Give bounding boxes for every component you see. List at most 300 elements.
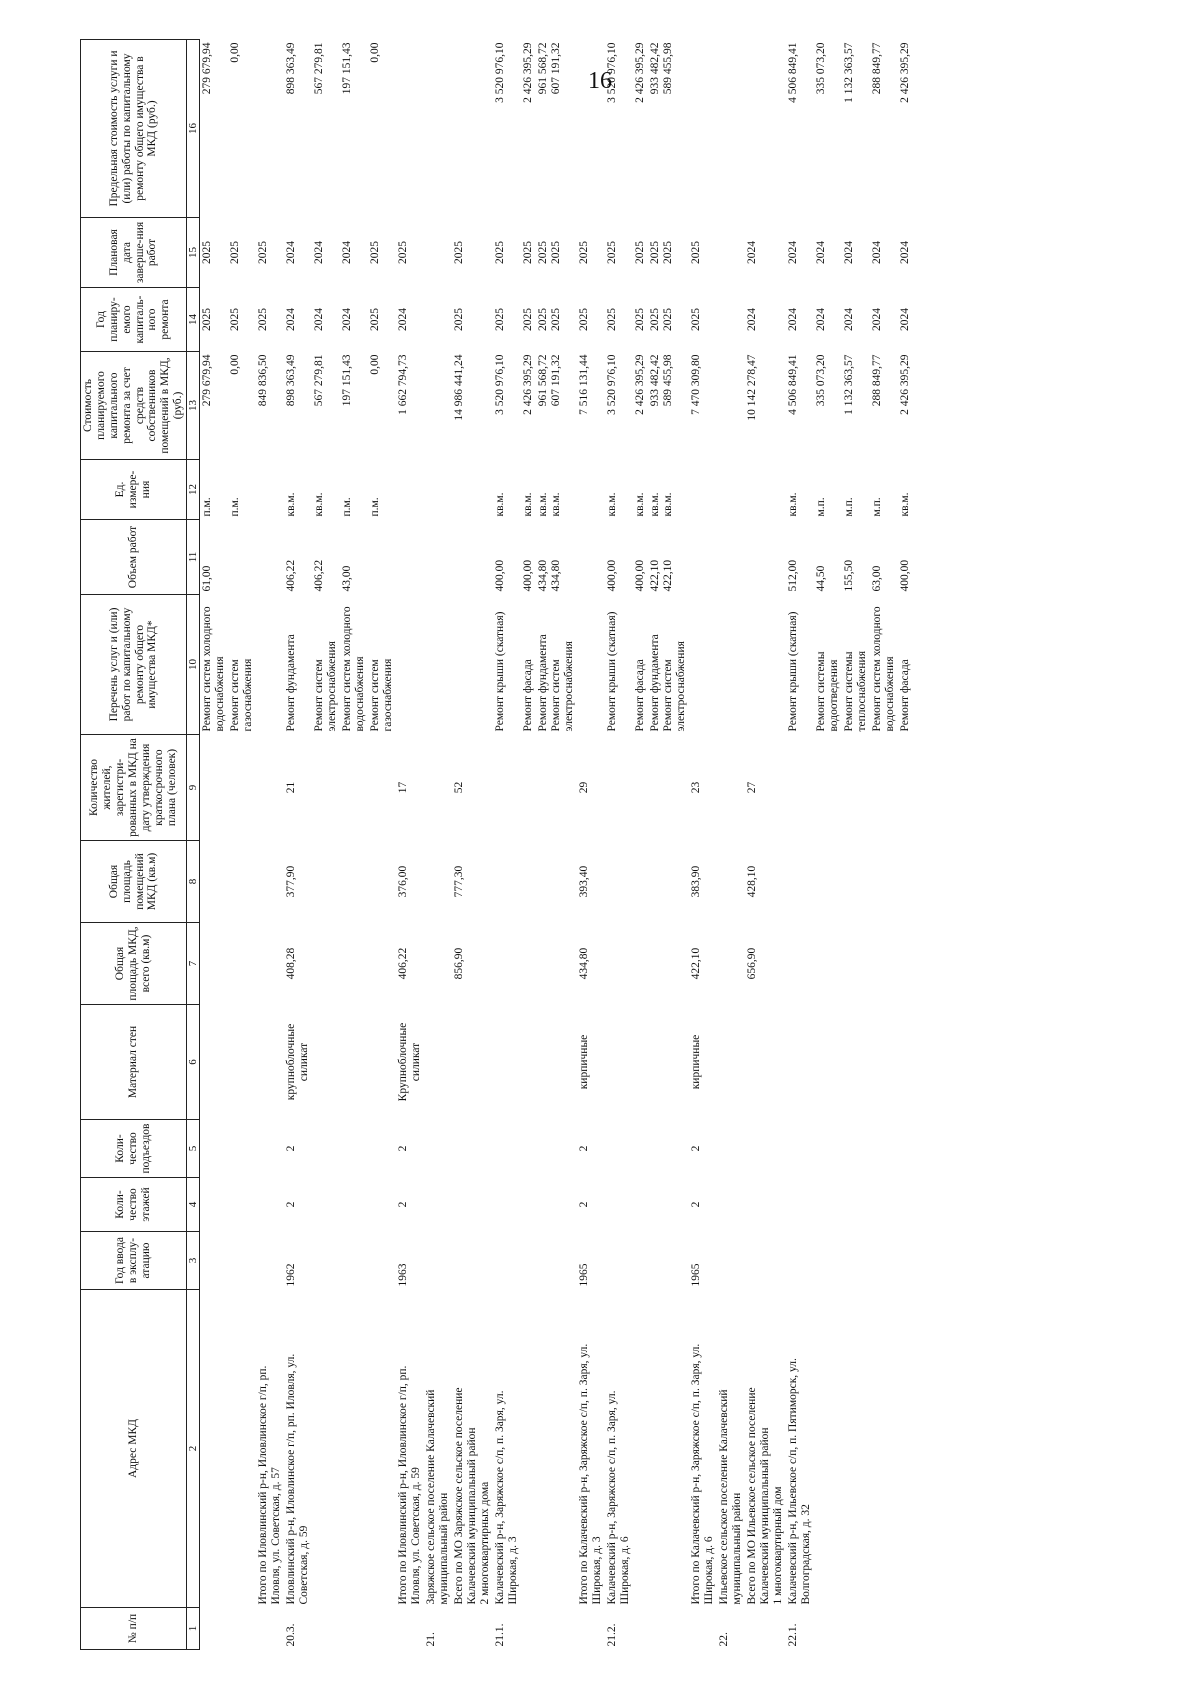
cell-line: 3 520 976,10 xyxy=(494,354,507,415)
cell-cost xyxy=(786,352,814,460)
column-number-8: 8 xyxy=(187,841,200,923)
cell-area xyxy=(424,923,452,1005)
cell-line: Иловлинский р-н, Иловлинское г/п, рп. Иловля, ул. xyxy=(285,1353,298,1605)
cell-addr xyxy=(842,1290,870,1608)
cell-mat xyxy=(814,1005,842,1120)
cell-unit xyxy=(633,460,648,520)
cell-line: 197 151,43 xyxy=(341,42,354,95)
column-number-16: 16 xyxy=(187,40,200,218)
cell-line: 0,00 xyxy=(229,354,242,375)
cell-y1 xyxy=(368,288,396,352)
cell-area xyxy=(870,923,898,1005)
cell-line: Ремонт систем xyxy=(550,659,563,732)
column-header-16: Предельная стоимость услуги и (или) работы по капитальному ремонту общего имущества в МКД (руб.) xyxy=(81,40,187,218)
cell-y1 xyxy=(814,288,842,352)
cell-vol xyxy=(786,520,814,595)
cell-line: 849 836,50 xyxy=(257,354,270,407)
column-header-3: Год ввода в эксплу-атацию xyxy=(81,1232,187,1290)
cell-line: 2025 xyxy=(522,308,535,331)
cell-y1 xyxy=(452,288,493,352)
cell-work xyxy=(898,595,913,735)
cell-work xyxy=(648,595,689,735)
table-row xyxy=(814,40,842,1650)
cell-mat xyxy=(424,1005,452,1120)
cell-unit xyxy=(814,460,842,520)
cell-mat: крупноблочные силикат xyxy=(285,1023,311,1101)
cell-line: 2025 xyxy=(662,308,675,331)
cell-work xyxy=(228,595,256,735)
cell-cost xyxy=(605,352,633,460)
cell-vol xyxy=(577,520,605,595)
cell-line: 2 426 395,29 xyxy=(634,42,647,103)
cell-y1 xyxy=(689,288,717,352)
cell-unit xyxy=(870,460,898,520)
cell-entr xyxy=(340,1120,368,1178)
cell-line: 422,10 xyxy=(690,947,703,980)
cell-vol xyxy=(368,520,396,595)
cell-line: 2025 xyxy=(550,308,563,331)
column-number-1: 1 xyxy=(187,1608,200,1650)
cell-floors xyxy=(228,1178,256,1232)
cell-addr xyxy=(786,1290,814,1608)
cell-line: электроснабжения xyxy=(563,641,576,732)
cell-unit xyxy=(340,460,368,520)
cell-line: 2025 xyxy=(578,308,591,331)
cell-line: м.п. xyxy=(871,497,884,517)
cell-cost xyxy=(842,352,870,460)
cell-vol xyxy=(633,520,648,595)
cell-area2 xyxy=(648,841,689,923)
cell-line: 2 xyxy=(285,1201,298,1208)
cell-entr xyxy=(842,1120,870,1178)
column-number-14: 14 xyxy=(187,288,200,352)
cell-line: 1965 xyxy=(690,1263,703,1287)
cell-unit xyxy=(396,460,424,520)
cell-line: 434,80 xyxy=(537,559,550,592)
cell-work xyxy=(814,595,842,735)
cell-floors xyxy=(577,1178,605,1232)
cell-addr xyxy=(633,1290,648,1608)
cell-line: 2024 xyxy=(815,241,828,264)
cell-line: 0,00 xyxy=(229,42,242,63)
cell-floors xyxy=(452,1178,493,1232)
cell-vol xyxy=(536,520,577,595)
cell-area xyxy=(521,923,536,1005)
cell-line: 400,00 xyxy=(522,559,535,592)
cell-limit xyxy=(424,40,452,218)
header-row xyxy=(81,40,187,1650)
cell-cost xyxy=(536,352,577,460)
cell-line: 335 073,20 xyxy=(815,42,828,95)
column-number-12: 12 xyxy=(187,460,200,520)
cell-limit xyxy=(521,40,536,218)
cell-line: Ремонт фундамента xyxy=(649,634,662,732)
cell-mat xyxy=(200,1005,229,1120)
cell-line: Заряжское сельское поселение Калачевский xyxy=(425,1389,438,1605)
cell-area2 xyxy=(256,841,284,923)
cell-area xyxy=(814,923,842,1005)
cell-area xyxy=(284,923,312,1005)
table-row xyxy=(200,40,229,1650)
cell-area xyxy=(745,923,786,1005)
column-number-10: 10 xyxy=(187,595,200,735)
cell-line: 2024 xyxy=(815,308,828,331)
cell-line: кв.м. xyxy=(494,492,507,517)
cell-line: 406,22 xyxy=(397,947,410,980)
cell-line: Ремонт фундамента xyxy=(537,634,550,732)
cell-line: 512,00 xyxy=(787,559,800,592)
cell-n xyxy=(424,1608,452,1650)
cell-limit xyxy=(717,40,745,218)
cell-line: 1963 xyxy=(397,1263,410,1287)
cell-entr xyxy=(870,1120,898,1178)
cell-line: 2024 xyxy=(787,241,800,264)
cell-line: п.м. xyxy=(369,497,382,517)
cell-floors xyxy=(200,1178,229,1232)
cell-vol xyxy=(870,520,898,595)
cell-mat xyxy=(312,1005,340,1120)
cell-n xyxy=(396,1608,424,1650)
cell-line: 2024 xyxy=(285,308,298,331)
cell-unit xyxy=(228,460,256,520)
cell-line: Ремонт фасада xyxy=(634,659,647,732)
cell-y2 xyxy=(898,218,913,288)
cell-area xyxy=(396,923,424,1005)
cell-year xyxy=(814,1232,842,1290)
cell-cost xyxy=(284,352,312,460)
cell-line: водоснабжения xyxy=(214,656,227,732)
cell-line: 2025 xyxy=(257,308,270,331)
cell-year xyxy=(689,1232,717,1290)
cell-area2 xyxy=(633,841,648,923)
table-row xyxy=(340,40,368,1650)
cell-line: электроснабжения xyxy=(326,641,339,732)
cell-people xyxy=(745,735,786,841)
cell-work xyxy=(424,595,452,735)
cell-line: 155,50 xyxy=(843,559,856,592)
cell-line: 408,28 xyxy=(285,947,298,980)
cell-people xyxy=(256,735,284,841)
table-row xyxy=(870,40,898,1650)
cell-line: 2025 xyxy=(201,241,214,264)
cell-limit xyxy=(312,40,340,218)
cell-line: 2025 xyxy=(649,241,662,264)
cell-unit xyxy=(842,460,870,520)
cell-y2 xyxy=(256,218,284,288)
column-header-4: Коли-чество этажей xyxy=(81,1178,187,1232)
cell-area xyxy=(786,923,814,1005)
cell-line: 29 xyxy=(578,781,591,794)
cell-cost xyxy=(577,352,605,460)
cell-mat xyxy=(870,1005,898,1120)
cell-n xyxy=(689,1608,717,1650)
cell-mat xyxy=(786,1005,814,1120)
cell-line: п.м. xyxy=(341,497,354,517)
table-row xyxy=(786,40,814,1650)
cell-year xyxy=(842,1232,870,1290)
cell-limit xyxy=(256,40,284,218)
repair-plan-table xyxy=(80,39,913,1650)
cell-line: 14 986 441,24 xyxy=(453,354,466,421)
cell-floors xyxy=(368,1178,396,1232)
cell-line: 23 xyxy=(690,781,703,794)
cell-line: кв.м. xyxy=(550,492,563,517)
cell-line: п.м. xyxy=(229,497,242,517)
cell-limit xyxy=(605,40,633,218)
cell-line: 2025 xyxy=(369,241,382,264)
cell-line: 422,10 xyxy=(662,559,675,592)
cell-line: Ремонт систем xyxy=(313,659,326,732)
cell-line: 898 363,49 xyxy=(285,42,298,95)
cell-addr xyxy=(284,1290,312,1608)
cell-line: 2025 xyxy=(522,241,535,264)
cell-line: 400,00 xyxy=(634,559,647,592)
cell-limit xyxy=(228,40,256,218)
cell-line: 2025 xyxy=(690,308,703,331)
cell-line: 288 849,77 xyxy=(871,42,884,95)
cell-entr xyxy=(200,1120,229,1178)
cell-year xyxy=(493,1232,521,1290)
table-row xyxy=(605,40,633,1650)
cell-line: 2025 xyxy=(537,241,550,264)
cell-y2 xyxy=(689,218,717,288)
cell-line: Иловля, ул. Советская, д. 57 xyxy=(270,1467,283,1605)
cell-entr xyxy=(577,1120,605,1178)
cell-vol xyxy=(340,520,368,595)
cell-line: 589 455,98 xyxy=(662,42,675,95)
cell-floors xyxy=(284,1178,312,1232)
cell-n xyxy=(200,1608,229,1650)
cell-vol xyxy=(745,520,786,595)
cell-line: Калачевский р-н, Заряжское с/п, п. Заря, ул. xyxy=(606,1390,619,1605)
cell-line: 406,22 xyxy=(313,559,326,592)
cell-vol xyxy=(312,520,340,595)
cell-y2 xyxy=(493,218,521,288)
cell-y1 xyxy=(256,288,284,352)
cell-y1 xyxy=(424,288,452,352)
cell-cost xyxy=(745,352,786,460)
cell-people xyxy=(284,735,312,841)
cell-line: 1 многоквартирный дом xyxy=(772,1486,785,1605)
cell-limit xyxy=(200,40,229,218)
cell-line: Калачевский р-н, Ильевское с/п, п. Пятиморск, ул. xyxy=(787,1358,800,1605)
cell-area xyxy=(340,923,368,1005)
cell-y1 xyxy=(717,288,745,352)
cell-people xyxy=(898,735,913,841)
cell-y2 xyxy=(536,218,577,288)
cell-y1 xyxy=(284,288,312,352)
cell-floors xyxy=(256,1178,284,1232)
cell-year xyxy=(396,1232,424,1290)
cell-area2 xyxy=(898,841,913,923)
cell-line: 21.2. xyxy=(606,1623,619,1647)
table-row xyxy=(452,40,493,1650)
table-row xyxy=(898,40,913,1650)
cell-area2 xyxy=(717,841,745,923)
cell-line: 21. xyxy=(425,1632,438,1647)
cell-addr xyxy=(256,1290,284,1608)
cell-mat xyxy=(521,1005,536,1120)
cell-n xyxy=(312,1608,340,1650)
cell-unit xyxy=(786,460,814,520)
cell-line: 2025 xyxy=(229,241,242,264)
cell-entr xyxy=(717,1120,745,1178)
cell-line: 2025 xyxy=(606,241,619,264)
cell-line: 2025 xyxy=(537,308,550,331)
cell-n xyxy=(284,1608,312,1650)
cell-line: 2025 xyxy=(550,241,563,264)
cell-people xyxy=(870,735,898,841)
cell-line: 2 xyxy=(690,1145,703,1152)
cell-entr xyxy=(424,1120,452,1178)
cell-vol xyxy=(396,520,424,595)
cell-people xyxy=(786,735,814,841)
cell-line: кв.м. xyxy=(522,492,535,517)
cell-area2 xyxy=(452,841,493,923)
cell-people xyxy=(536,735,577,841)
cell-line: Итого по Калачевский р-н, Заряжское с/п, п. Заря, ул. xyxy=(578,1343,591,1605)
cell-line: 2 xyxy=(397,1201,410,1208)
cell-line: теплоснабжения xyxy=(856,651,869,732)
cell-people xyxy=(200,735,229,841)
cell-mat xyxy=(493,1005,521,1120)
cell-line: Итого по Калачевский р-н, Заряжское с/п, п. Заря, ул. xyxy=(690,1343,703,1605)
cell-year xyxy=(368,1232,396,1290)
cell-entr xyxy=(312,1120,340,1178)
cell-unit xyxy=(745,460,786,520)
cell-line: Ремонт крыши (скатная) xyxy=(787,611,800,732)
cell-area2 xyxy=(424,841,452,923)
cell-line: 2025 xyxy=(397,241,410,264)
cell-mat xyxy=(536,1005,577,1120)
table-row xyxy=(424,40,452,1650)
cell-line: 2025 xyxy=(690,241,703,264)
cell-area2 xyxy=(228,841,256,923)
cell-line: Калачевский муниципальный район xyxy=(466,1427,479,1605)
cell-cost xyxy=(648,352,689,460)
cell-line: 2 xyxy=(578,1145,591,1152)
cell-vol xyxy=(814,520,842,595)
cell-line: кв.м. xyxy=(537,492,550,517)
cell-line: газоснабжения xyxy=(242,658,255,732)
cell-floors xyxy=(717,1178,745,1232)
cell-line: 428,10 xyxy=(746,865,759,898)
table-row xyxy=(493,40,521,1650)
cell-cost xyxy=(256,352,284,460)
cell-line: кв.м. xyxy=(313,492,326,517)
cell-year xyxy=(521,1232,536,1290)
cell-unit xyxy=(717,460,745,520)
cell-entr xyxy=(786,1120,814,1178)
cell-y1 xyxy=(870,288,898,352)
cell-line: 2025 xyxy=(229,308,242,331)
cell-addr xyxy=(745,1290,786,1608)
cell-entr xyxy=(605,1120,633,1178)
cell-line: 44,50 xyxy=(815,565,828,592)
cell-line: 2 многоквартирных дома xyxy=(479,1481,492,1605)
cell-line: Итого по Иловлинский р-н, Иловлинское г/п, рп. xyxy=(257,1365,270,1605)
cell-line: 0,00 xyxy=(369,42,382,63)
cell-vol xyxy=(284,520,312,595)
cell-line: 856,90 xyxy=(453,947,466,980)
cell-line: 434,80 xyxy=(550,559,563,592)
cell-line: 2025 xyxy=(606,308,619,331)
cell-floors xyxy=(340,1178,368,1232)
cell-y1 xyxy=(648,288,689,352)
cell-line: 197 151,43 xyxy=(341,354,354,407)
cell-year xyxy=(745,1232,786,1290)
cell-work xyxy=(717,595,745,735)
cell-year xyxy=(648,1232,689,1290)
document-sheet xyxy=(80,40,1140,1650)
cell-entr xyxy=(745,1120,786,1178)
column-header-2: Адрес МКД xyxy=(81,1290,187,1608)
cell-limit xyxy=(898,40,913,218)
cell-cost xyxy=(633,352,648,460)
cell-line: 2024 xyxy=(899,308,912,331)
cell-mat: Крупноблочные силикат xyxy=(397,1022,423,1102)
cell-line: Ремонт фасада xyxy=(899,659,912,732)
cell-line: 2024 xyxy=(397,308,410,331)
cell-work xyxy=(633,595,648,735)
cell-addr xyxy=(870,1290,898,1608)
cell-area2 xyxy=(605,841,633,923)
cell-line: кв.м. xyxy=(285,492,298,517)
cell-y1 xyxy=(577,288,605,352)
cell-addr xyxy=(717,1290,745,1608)
column-header-1: № п/п xyxy=(81,1608,187,1650)
cell-addr xyxy=(689,1290,717,1608)
cell-floors xyxy=(689,1178,717,1232)
cell-line: 2 xyxy=(397,1145,410,1152)
cell-unit xyxy=(368,460,396,520)
cell-n xyxy=(786,1608,814,1650)
cell-y1 xyxy=(633,288,648,352)
cell-limit xyxy=(842,40,870,218)
cell-y1 xyxy=(536,288,577,352)
cell-line: 1 132 363,57 xyxy=(843,354,856,415)
cell-line: 2 xyxy=(578,1201,591,1208)
cell-addr xyxy=(493,1290,521,1608)
cell-limit xyxy=(284,40,312,218)
cell-work xyxy=(842,595,870,735)
cell-line: 2024 xyxy=(341,241,354,264)
cell-line: 2 426 395,29 xyxy=(899,42,912,103)
cell-unit xyxy=(689,460,717,520)
cell-area xyxy=(648,923,689,1005)
table-row xyxy=(521,40,536,1650)
cell-line: Ремонт системы xyxy=(815,651,828,732)
cell-y2 xyxy=(814,218,842,288)
cell-line: 1965 xyxy=(578,1263,591,1287)
cell-line: 400,00 xyxy=(606,559,619,592)
cell-line: 961 568,72 xyxy=(537,42,550,95)
cell-cost xyxy=(493,352,521,460)
cell-line: 2024 xyxy=(313,241,326,264)
cell-year xyxy=(536,1232,577,1290)
cell-people xyxy=(368,735,396,841)
cell-work xyxy=(340,595,368,735)
cell-line: 17 xyxy=(397,781,410,794)
cell-y2 xyxy=(633,218,648,288)
cell-entr xyxy=(228,1120,256,1178)
cell-n xyxy=(745,1608,786,1650)
cell-area2 xyxy=(200,841,229,923)
cell-area xyxy=(368,923,396,1005)
cell-line: Иловля, ул. Советская, д. 59 xyxy=(410,1467,423,1605)
table-row xyxy=(312,40,340,1650)
cell-line: Итого по Иловлинский р-н, Иловлинское г/п, рп. xyxy=(397,1365,410,1605)
